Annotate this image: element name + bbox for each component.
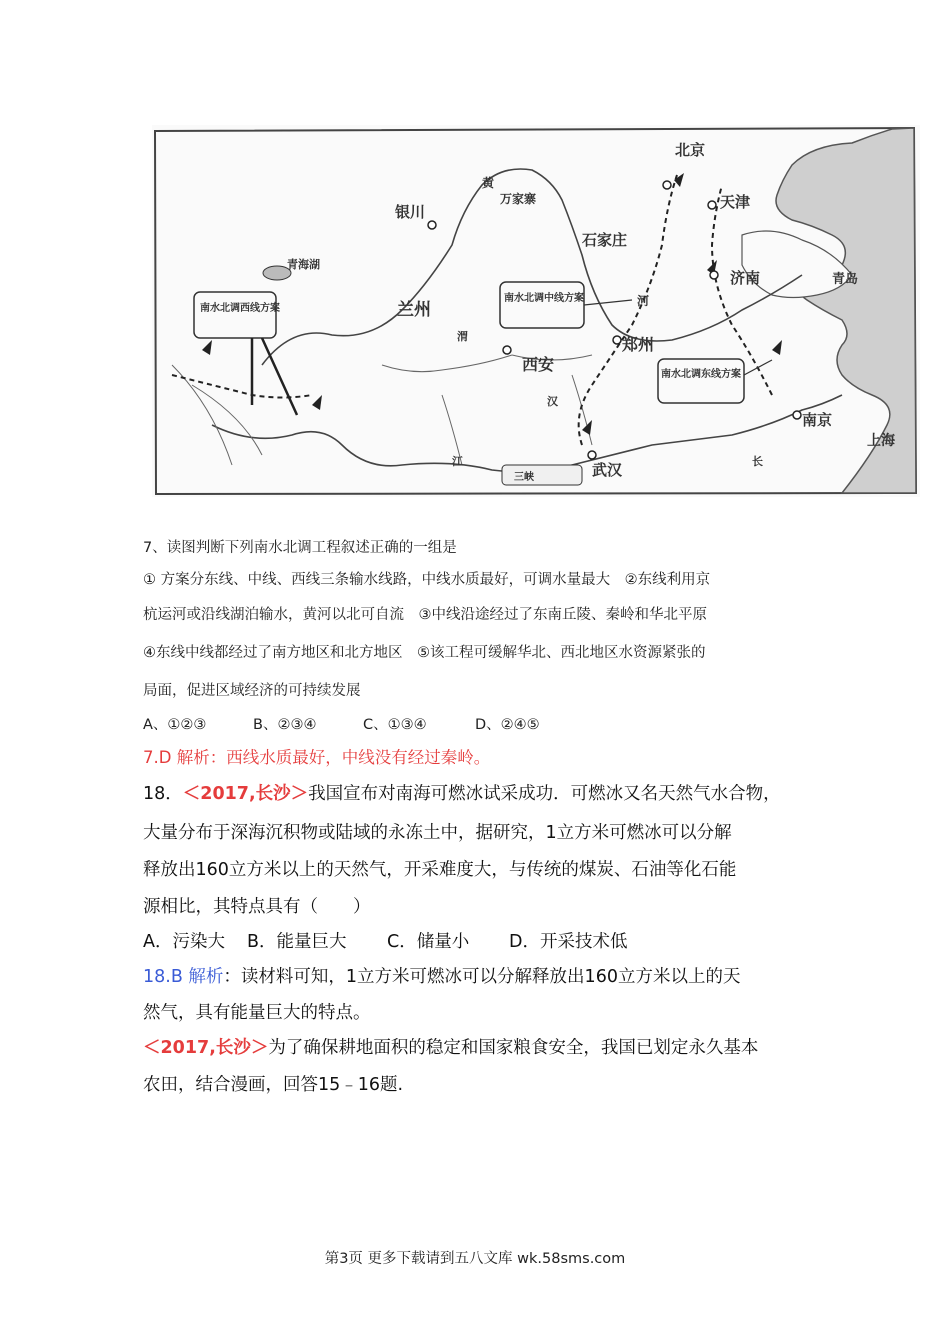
river-label-jiang: 江 (452, 455, 463, 468)
lake-qinghai: 青海湖 (287, 258, 320, 271)
q7-line-2: 杭运河或沿线湖泊输水，黄河以北可自流 ③中线沿途经过了东南丘陵、秦岭和华北平原 (143, 607, 707, 623)
three-gorges-label: 三峡 (514, 472, 534, 483)
q18-source: ＜2017,长沙＞ (182, 784, 309, 804)
q18-line-1 (143, 780, 781, 805)
river-label-he: 河 (637, 294, 650, 308)
q18-option-a: A．污染大 (143, 932, 225, 952)
city-qingdao: 青岛 (832, 272, 859, 287)
q7-option-a: A、①②③ (143, 717, 207, 733)
city-lanzhou: 兰州 (397, 300, 431, 320)
city-shijiazhuang: 石家庄 (582, 231, 628, 249)
q7-options (143, 713, 540, 734)
city-beijing: 北京 (675, 141, 706, 159)
q18-option-c: C．储量小 (387, 932, 470, 952)
a18-prefix: 解析 (188, 967, 224, 987)
q18-number: 18． (143, 784, 183, 804)
a18-line-1 (143, 963, 740, 988)
q18-line-4: 源相比，其特点具有（ ） (143, 897, 371, 917)
river-label-wei: 渭 (457, 330, 468, 343)
q18-option-b: B．能量巨大 (247, 932, 347, 952)
a18-line-2: 然气，具有能量巨大的特点。 (143, 1003, 371, 1023)
q7-option-b: B、②③④ (253, 717, 317, 733)
q7-line-4: 局面，促进区域经济的可持续发展 (143, 683, 361, 699)
q7-line-1: ① 方案分东线、中线、西线三条输水线路，中线水质最好，可调水量最大 ②东线利用京 (143, 572, 711, 588)
q15-source: ＜2017,长沙＞ (143, 1038, 269, 1058)
city-zhengzhou: 郑州 (622, 335, 655, 354)
city-yinchuan: 银川 (395, 203, 426, 221)
route-middle-label: 南水北调中线方案 (504, 293, 584, 304)
city-jinan: 济南 (730, 269, 761, 287)
q15-line-2: 农田，结合漫画，回答15﹣16题. (143, 1075, 404, 1095)
q18-line-3: 释放出160立方米以上的天然气，开采难度大，与传统的煤炭、石油等化石能 (143, 860, 737, 880)
route-west-label: 南水北调西线方案 (200, 303, 280, 314)
river-label-huang: 黄 (482, 176, 495, 190)
q15-text-1: 为了确保耕地面积的稳定和国家粮食安全，我国已划定永久基本 (268, 1038, 759, 1058)
city-nanjing: 南京 (802, 411, 833, 429)
a7-text: 解析：西线水质最好，中线没有经过秦岭。 (176, 748, 491, 767)
city-shanghai: 上海 (867, 433, 895, 449)
q18-options (143, 928, 627, 953)
q7-option-c: C、①③④ (363, 717, 427, 733)
city-wuhan: 武汉 (592, 461, 623, 479)
route-east-label: 南水北调东线方案 (661, 369, 741, 380)
city-wanjiazhai: 万家寨 (500, 192, 537, 206)
city-xian: 西安 (522, 355, 555, 374)
river-label-han: 汉 (547, 395, 558, 408)
a18-label: 18.B (143, 967, 183, 987)
q18-text-1: 我国宣布对南海可燃冰试采成功．可燃冰又名天然气水合物， (308, 784, 781, 804)
q7-option-d: D、②④⑤ (475, 717, 540, 733)
q7-line-3: ④东线中线都经过了南方地区和北方地区 ⑤该工程可缓解华北、西北地区水资源紧张的 (143, 645, 706, 661)
river-label-chang: 长 (752, 455, 763, 468)
q18-line-2: 大量分布于深海沉积物或陆域的永冻土中，据研究，1立方米可燃冰可以分解 (143, 823, 732, 843)
a18-text-1: ：读材料可知，1立方米可燃冰可以分解释放出160立方米以上的天 (223, 967, 741, 987)
q7-stem: 7、读图判断下列南水北调工程叙述正确的一组是 (143, 540, 457, 556)
south-north-water-diversion-map (152, 125, 920, 497)
q18-option-d: D．开采技术低 (509, 932, 628, 952)
city-tianjin: 天津 (720, 193, 751, 211)
page-footer: 第3页 更多下载请到五八文库 wk.58sms.com (324, 1251, 626, 1267)
a7-line (143, 744, 490, 768)
a7-label: 7.D (143, 748, 172, 767)
q15-line-1 (143, 1034, 758, 1059)
